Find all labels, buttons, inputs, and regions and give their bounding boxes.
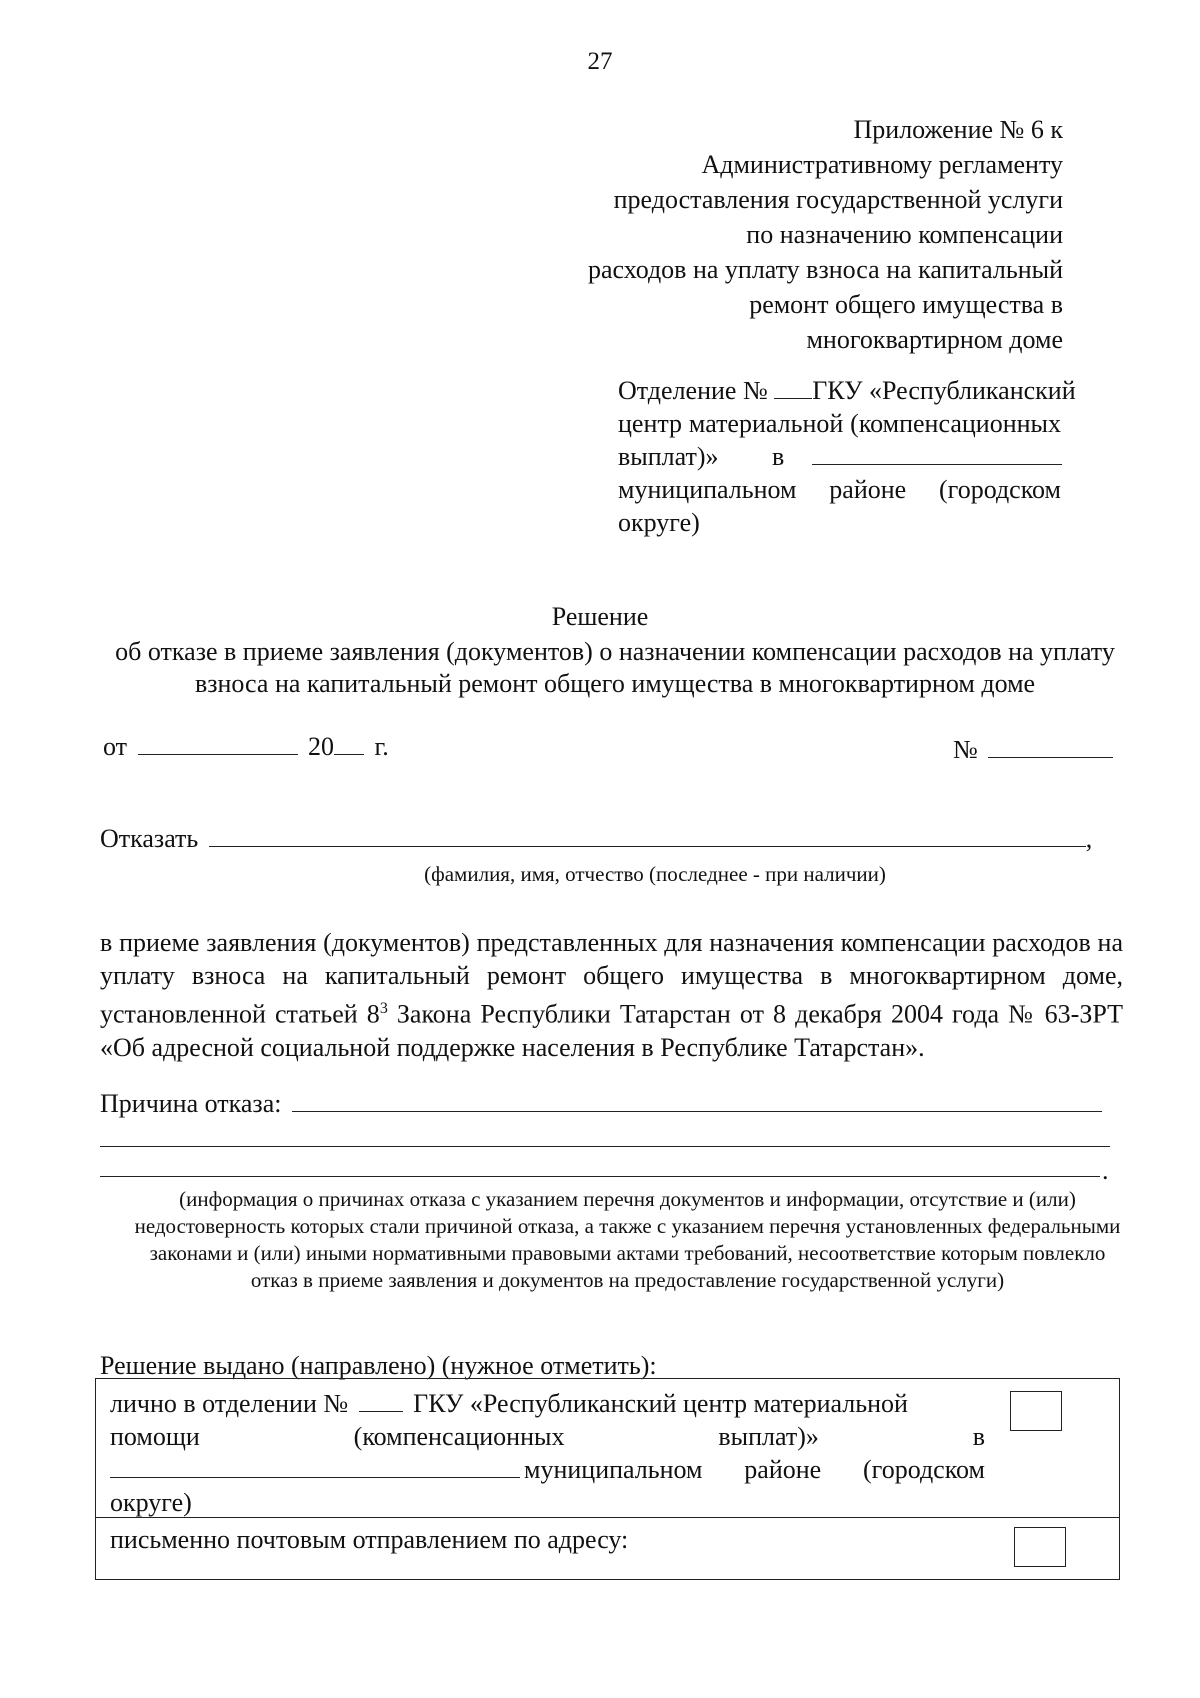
- decision-subtitle: об отказе в приеме заявления (документов) о назначении компенсации расходов на уплату взноса на капитальный ремонт общего имущества в многоквартирном доме: [115, 637, 1115, 698]
- addressee-word: (городском: [939, 475, 1061, 504]
- reason-blank-1[interactable]: [292, 1089, 1102, 1112]
- appendix-line: предоставления государственной услуги: [613, 185, 1063, 214]
- body-text-part: в приеме заявления (документов) представленных для назначения компенсации расходов на уплату взноса на капитальный ремонт общего имущества в многоквартирном доме, установленной статьей 8: [100, 928, 1123, 1029]
- trailing-comma: ,: [1085, 824, 1093, 853]
- in-person-word: в: [972, 1422, 985, 1451]
- in-person-word: выплат)»: [718, 1422, 819, 1451]
- addressee-word: муниципальном: [618, 475, 797, 504]
- issued-title: Решение выдано (направлено) (нужное отметить):: [100, 1351, 657, 1380]
- in-person-line: [110, 1420, 985, 1453]
- reason-blank-3[interactable]: [100, 1176, 1100, 1177]
- in-person-word: муниципальном: [524, 1455, 703, 1484]
- department-number-blank[interactable]: [774, 376, 812, 399]
- addressee-line: округе): [618, 508, 700, 537]
- reason-label: Причина отказа:: [100, 1089, 282, 1118]
- refuse-line: [100, 824, 1092, 854]
- date-line: [103, 732, 389, 762]
- article-superscript: 3: [379, 1000, 388, 1017]
- trailing-dot: .: [1102, 1156, 1109, 1185]
- in-person-line: [110, 1387, 985, 1420]
- in-person-line: [110, 1453, 985, 1486]
- appendix-line: многоквартирном доме: [806, 325, 1063, 354]
- gku-name: ГКУ «Республиканский: [812, 376, 1076, 405]
- addressee-word: материальной: [688, 409, 844, 438]
- reason-hint: (информация о причинах отказа с указанием перечня документов и информации, отсутствие и (или) недостоверность которых стали причиной отказа, а также с указанием перечня установленных федеральными законами и (или) иными нормативными правовыми актами требований, несоответствие которым повлекло отказ в приеме заявления и документов на предоставление государственной услуги): [134, 1187, 1121, 1292]
- number-line: [953, 735, 1113, 765]
- appendix-line: ремонт общего имущества в: [749, 290, 1063, 319]
- department-label: Отделение №: [618, 376, 768, 405]
- decision-title: Решение: [551, 602, 649, 631]
- addressee-word: районе: [829, 475, 907, 504]
- date-year-blank[interactable]: [334, 732, 364, 755]
- in-person-label: лично в отделении №: [110, 1389, 349, 1418]
- page-number: 27: [587, 48, 613, 75]
- delivery-option-in-person: [96, 1379, 1119, 1518]
- in-person-word: (городском: [863, 1455, 985, 1484]
- date-blank[interactable]: [138, 732, 298, 755]
- in-person-words: [524, 1453, 985, 1486]
- addressee-block: [618, 374, 1076, 539]
- delivery-option-mail: [96, 1517, 1119, 1579]
- municipality-blank[interactable]: [812, 442, 1062, 465]
- appendix-line: Приложение № 6 к: [853, 115, 1063, 144]
- appendix-header: [503, 112, 1063, 357]
- addressee-line: [618, 407, 1061, 440]
- appendix-line: по назначению компенсации: [746, 220, 1063, 249]
- delivery-method-table: [95, 1378, 1120, 1580]
- addressee-word: (компенсационных: [850, 409, 1061, 438]
- date-year-prefix: 20: [308, 732, 335, 761]
- gku-name: ГКУ «Республиканский центр материальной: [413, 1389, 908, 1418]
- in-person-word: районе: [744, 1455, 822, 1484]
- body-text-part: Закона Республики Татарстан от 8 декабря 2004 года № 63-ЗРТ «Об адресной социальной поддержке населения в Республике Татарстан».: [100, 999, 1124, 1062]
- reason-blank-2[interactable]: [100, 1146, 1110, 1147]
- addressee-line: [618, 374, 1076, 407]
- refuse-label: Отказать: [100, 824, 199, 853]
- in-person-word: (компенсационных: [353, 1422, 565, 1451]
- addressee-line: [618, 440, 1061, 473]
- reason-line: [100, 1089, 1102, 1119]
- appendix-line: расходов на уплату взноса на капитальный: [587, 255, 1063, 284]
- in-person-line: округе): [110, 1488, 192, 1517]
- addressee-word: выплат)»: [618, 442, 719, 471]
- mail-checkbox[interactable]: [1014, 1527, 1066, 1567]
- addressee-word: центр: [618, 409, 683, 438]
- department-number-blank[interactable]: [359, 1389, 403, 1412]
- addressee-word: в: [772, 442, 785, 471]
- municipality-blank[interactable]: [110, 1455, 520, 1478]
- number-sign: №: [953, 735, 978, 764]
- date-from-label: от: [103, 732, 128, 761]
- mail-option-text: письменно почтовым отправлением по адресу:: [110, 1525, 629, 1554]
- in-person-word: помощи: [110, 1422, 200, 1451]
- full-name-hint: (фамилия, имя, отчество (последнее - при наличии): [424, 862, 886, 886]
- refusal-body-text: [100, 926, 1123, 1064]
- date-year-suffix: г.: [374, 732, 389, 761]
- full-name-blank[interactable]: [209, 824, 1086, 847]
- in-person-checkbox[interactable]: [1010, 1391, 1062, 1431]
- addressee-line: [618, 473, 1061, 506]
- in-person-text: [110, 1387, 985, 1519]
- number-blank[interactable]: [988, 735, 1113, 758]
- appendix-line: Административному регламенту: [701, 150, 1063, 179]
